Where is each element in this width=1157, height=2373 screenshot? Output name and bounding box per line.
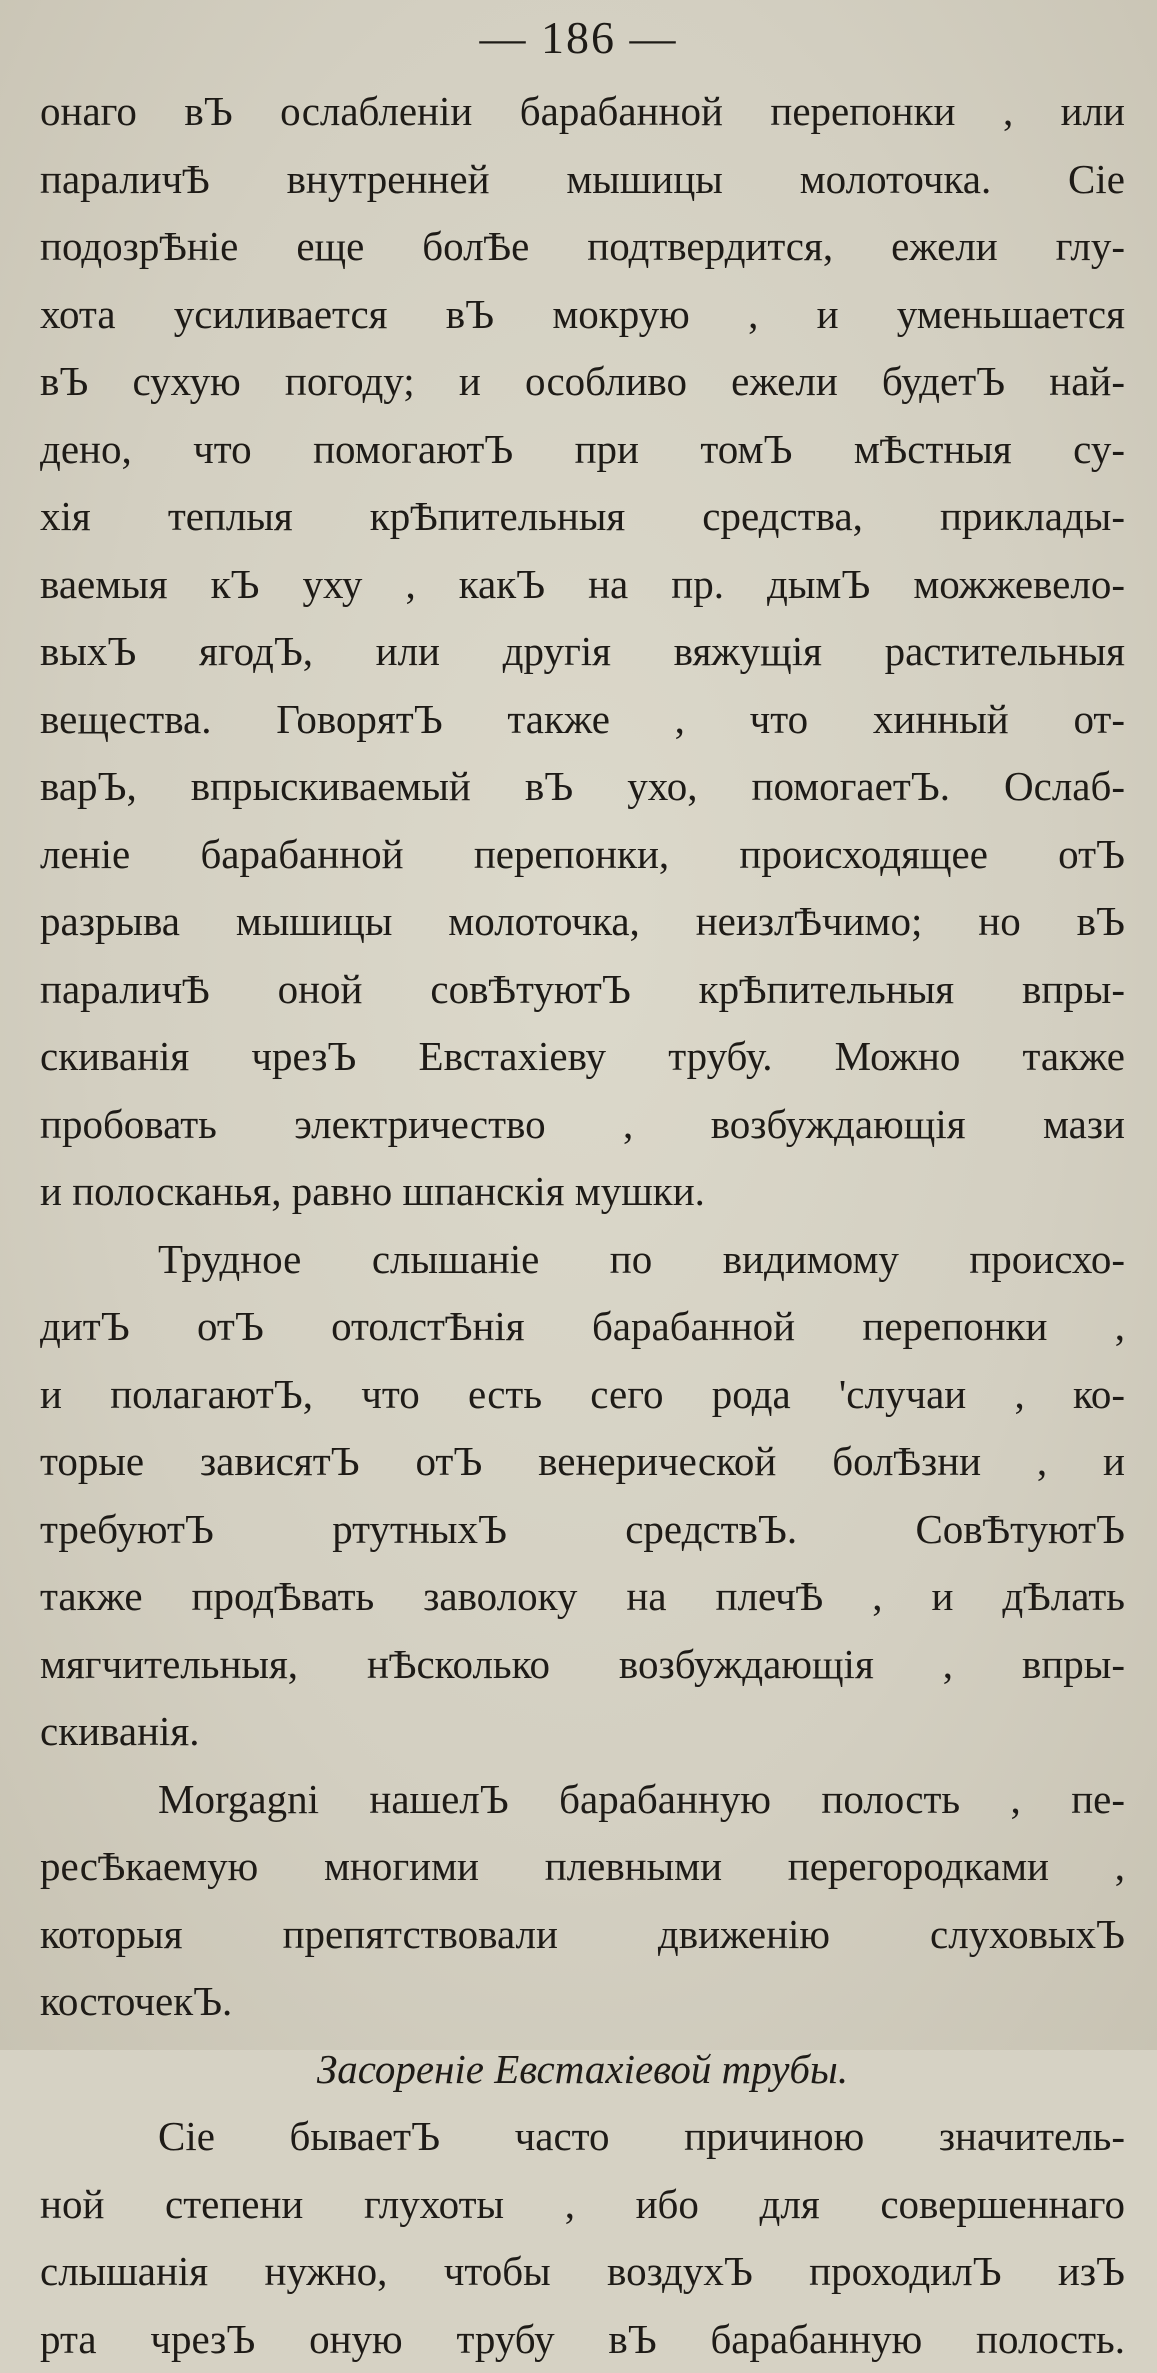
text-line: ресѢкаемую многими плевными перегородками ,	[40, 1833, 1125, 1901]
text-line: хія теплыя крѢпительныя средства, приклады-	[40, 483, 1125, 551]
text-line: хота усиливается вЪ мокрую , и уменьшается	[40, 281, 1125, 349]
text-line: дено, что помогаютЪ при томЪ мѢстныя су-	[40, 416, 1125, 484]
text-line: Morgagni нашелЪ барабанную полость , пе-	[40, 1766, 1125, 1834]
text-line: параличѢ внутренней мышицы молоточка. Сіе	[40, 146, 1125, 214]
page-text-body	[40, 78, 1125, 2373]
text-line: и полагаютЪ, что есть сего рода 'случаи , ко-	[40, 1361, 1125, 1429]
text-line: леніе барабанной перепонки, происходящее отЪ	[40, 821, 1125, 889]
text-line: и полосканья, равно шпанскія мушки.	[40, 1158, 1125, 1226]
text-line: вЪ сухую погоду; и особливо ежели будетЪ най-	[40, 348, 1125, 416]
text-line: разрыва мышицы молоточка, неизлѢчимо; но вЪ	[40, 888, 1125, 956]
text-line: также продѢвать заволоку на плечѢ , и дѢлать	[40, 1563, 1125, 1631]
text-line: слышанія нужно, чтобы воздухЪ проходилЪ изЪ	[40, 2238, 1125, 2306]
text-line: торые зависятЪ отЪ венерической болѢзни , и	[40, 1428, 1125, 1496]
text-line: скиванія чрезЪ Евстахіеву трубу. Можно также	[40, 1023, 1125, 1091]
text-line: параличѢ оной совѢтуютЪ крѢпительныя впры-	[40, 956, 1125, 1024]
text-line: Сіе бываетЪ часто причиною значитель-	[40, 2103, 1125, 2171]
text-line: косточекЪ.	[40, 1968, 1125, 2036]
text-line: выхЪ ягодЪ, или другія вяжущія растительныя	[40, 618, 1125, 686]
text-line: требуютЪ ртутныхЪ средствЪ. СовѢтуютЪ	[40, 1496, 1125, 1564]
text-line: варЪ, впрыскиваемый вЪ ухо, помогаетЪ. Ослаб-	[40, 753, 1125, 821]
text-line: мягчительныя, нѢсколько возбуждающія , впры-	[40, 1631, 1125, 1699]
text-line: подозрѢніе еще болѢе подтвердится, ежели глу-	[40, 213, 1125, 281]
text-line: Трудное слышаніе по видимому происхо-	[40, 1226, 1125, 1294]
text-line: которыя препятствовали движенію слуховыхЪ	[40, 1901, 1125, 1969]
text-line: дитЪ отЪ отолстѢнія барабанной перепонки ,	[40, 1293, 1125, 1361]
text-line: скиванія.	[40, 1698, 1125, 1766]
text-line: вещества. ГоворятЪ также , что хинный от-	[40, 686, 1125, 754]
text-line: ной степени глухоты , ибо для совершеннаго	[40, 2171, 1125, 2239]
text-line: онаго вЪ ослабленіи барабанной перепонки , или	[40, 78, 1125, 146]
text-line: рта чрезЪ оную трубу вЪ барабанную полость.	[40, 2306, 1125, 2373]
page-number: — 186 —	[0, 12, 1157, 64]
text-line: пробовать электричество , возбуждающія мази	[40, 1091, 1125, 1159]
section-heading: Засореніе Евстахіевой трубы.	[40, 2036, 1125, 2104]
text-line: ваемыя кЪ уху , какЪ на пр. дымЪ можжевело-	[40, 551, 1125, 619]
